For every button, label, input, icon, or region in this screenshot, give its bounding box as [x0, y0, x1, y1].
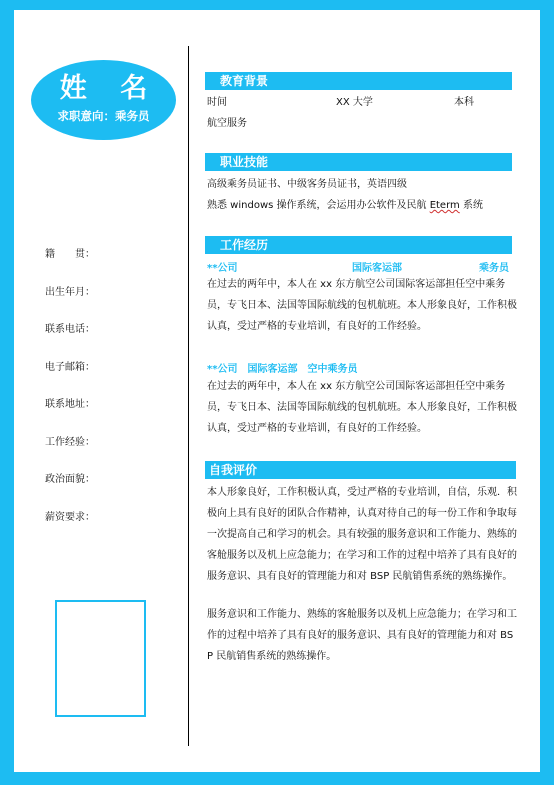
education-school: XX 大学	[336, 97, 373, 108]
skills-certificates: 高级乘务员证书、中级客务员证书，英语四级	[207, 179, 407, 190]
skills-software-text: 熟悉 windows 操作系统，会运用办公软件及民航	[207, 200, 430, 211]
info-hometown: 籍 贯：	[45, 249, 95, 260]
skills-software	[207, 199, 483, 213]
self-evaluation-paragraph-1: 本人形象良好，工作积极认真，受过严格的专业培训，自信，乐观．积极向上具有良好的团队合作精神，认真对待自己的每一份工作和争取每一次提高自己和学习的机会。具有较强的服务意识和工作能力、熟练的客舱服务以及机上应急能力；在学习和工作的过程中培养了具有良好的服务意识、具有良好的管理能力和对 BSP 民航销售系统的熟练操作。	[207, 487, 517, 582]
job1-position: 乘务员	[479, 263, 509, 274]
education-time: 时间	[207, 97, 227, 108]
job1-department: 国际客运部	[352, 263, 402, 274]
job1-company: **公司	[207, 263, 238, 274]
info-address: 联系地址：	[45, 399, 95, 410]
education-major: 航空服务	[207, 118, 247, 129]
name-badge	[31, 60, 176, 140]
self-evaluation-section-header: 自我评价	[205, 461, 516, 479]
info-phone: 联系电话：	[45, 324, 95, 335]
job2-header: **公司 国际客运部 空中乘务员	[207, 364, 358, 375]
skills-eterm: Eterm	[429, 200, 460, 211]
education-degree: 本科	[454, 97, 474, 108]
job1-description: 在过去的两年中，本人在 xx 东方航空公司国际客运部担任空中乘务员，专飞日本、法国等国际航线的包机航班。本人形象良好，工作积极认真，受过严格的专业培训，有良好的工作经验。	[207, 279, 517, 332]
skills-software-suffix: 系统	[459, 200, 483, 211]
info-experience: 工作经验：	[45, 436, 95, 448]
photo-placeholder	[55, 600, 146, 717]
info-political-status: 政治面貌：	[45, 474, 95, 485]
candidate-name: 姓 名	[59, 73, 160, 104]
skills-section-header: 职业技能	[205, 153, 512, 171]
column-divider	[188, 46, 189, 746]
info-birthdate: 出生年月：	[45, 286, 95, 298]
job-intention: 求职意向：乘务员	[57, 109, 150, 123]
education-section-header: 教育背景	[205, 72, 512, 90]
self-evaluation-paragraph-2: 服务意识和工作能力、熟练的客舱服务以及机上应急能力；在学习和工作的过程中培养了具有良好的服务意识、具有良好的管理能力和对 BSP 民航销售系统的熟练操作。	[207, 609, 517, 662]
work-section-header: 工作经历	[205, 236, 512, 254]
info-email: 电子邮箱：	[45, 361, 95, 373]
info-salary: 薪资要求：	[45, 511, 95, 523]
personal-info-list	[45, 248, 95, 548]
job2-description: 在过去的两年中，本人在 xx 东方航空公司国际客运部担任空中乘务员，专飞日本、法国等国际航线的包机航班。本人形象良好，工作积极认真，受过严格的专业培训，有良好的工作经验。	[207, 381, 517, 434]
